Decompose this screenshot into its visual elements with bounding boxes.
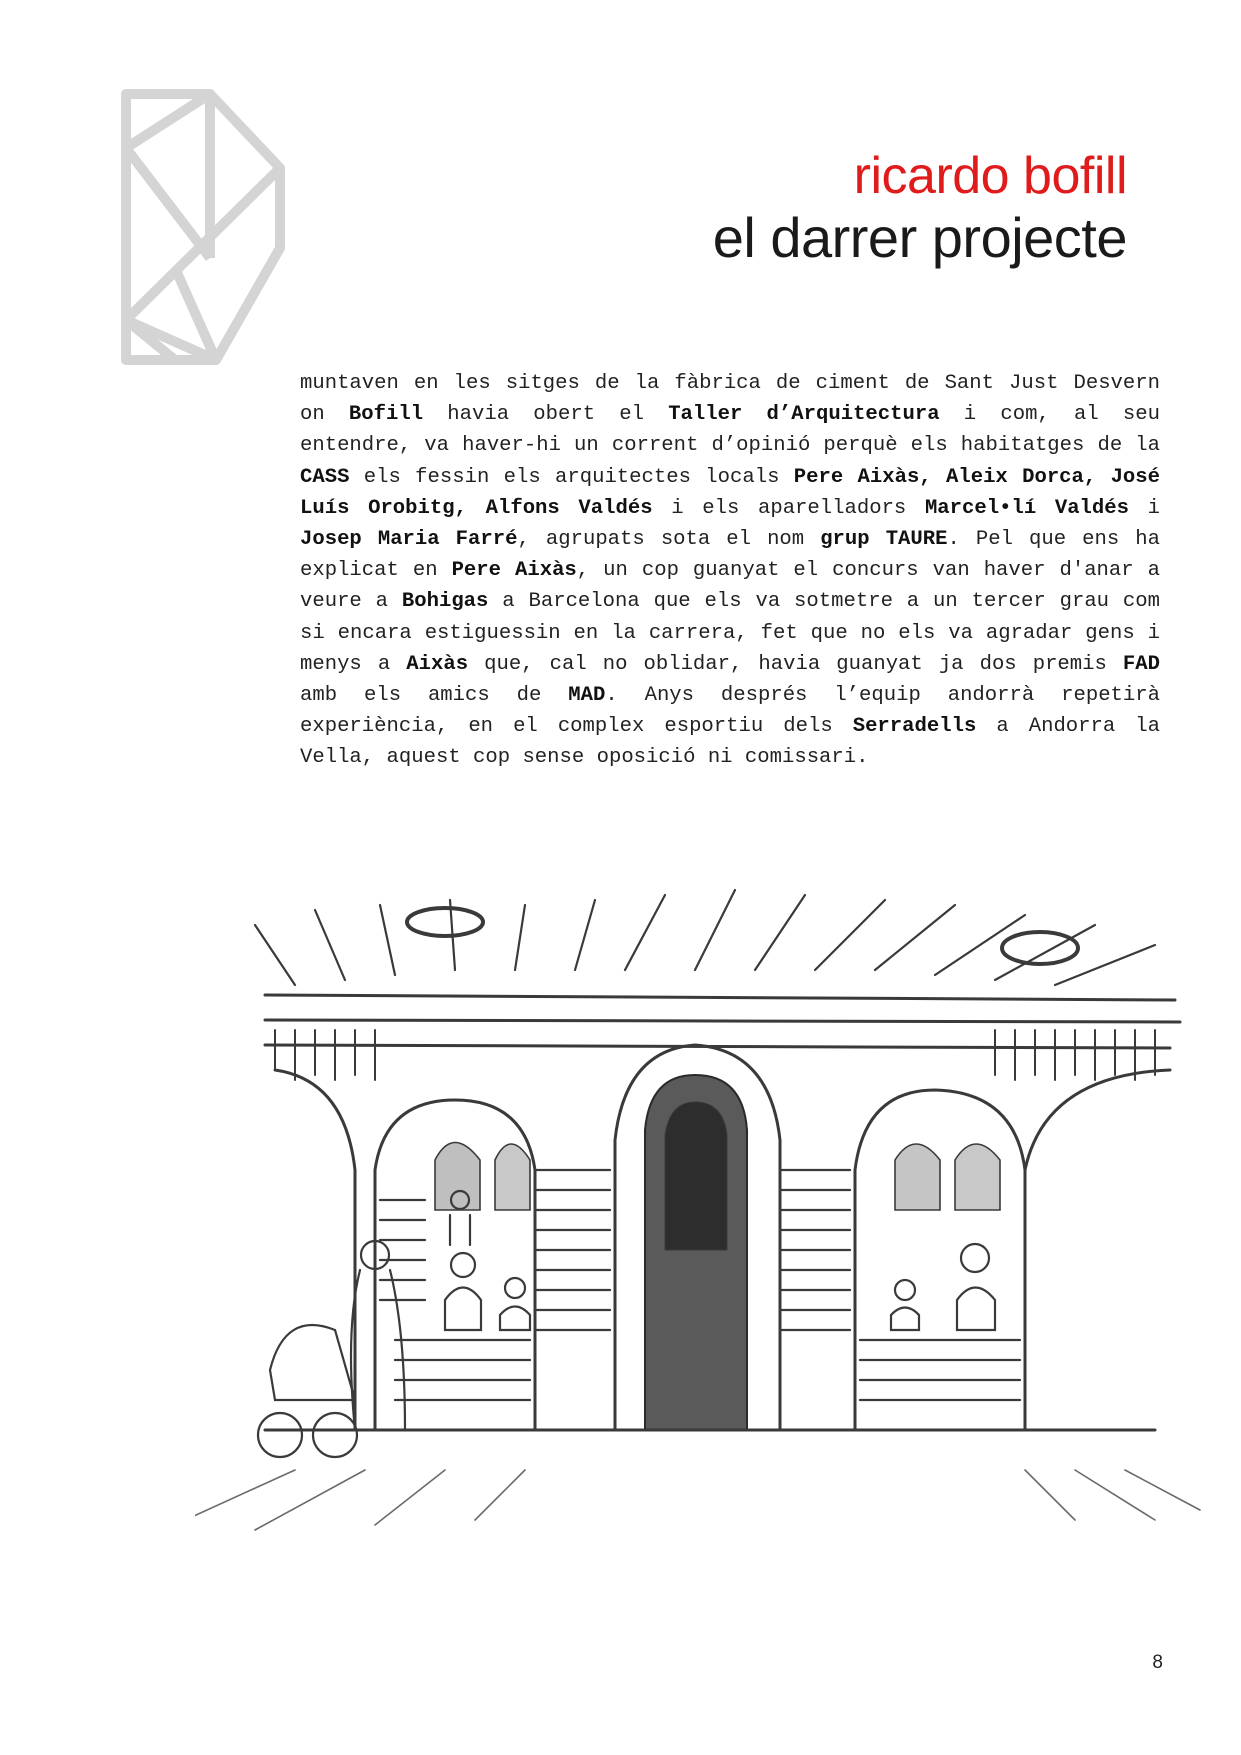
- bold-name: CASS: [300, 465, 350, 489]
- text-run: que, cal no oblidar, havia guanyat ja dos premis: [468, 652, 1123, 676]
- text-run: , un cop guanyat el concurs van haver d'anar a veure a: [300, 559, 1160, 614]
- text-run: havia obert el: [423, 403, 669, 427]
- bold-name: FAD: [1122, 652, 1160, 676]
- bold-name: Aixàs: [406, 652, 469, 676]
- text-run: els fessin els arquitectes locals: [349, 465, 794, 489]
- bold-name: Marcel•lí Valdés: [924, 496, 1129, 520]
- bold-name: grup TAURE: [820, 528, 948, 552]
- text-run: i com, al seu entendre, va haver-hi un corrent d’opinió perquè els habitatges de la: [300, 403, 1160, 458]
- body-paragraph: [300, 368, 1160, 774]
- bold-name: Bofill: [348, 403, 424, 427]
- text-run: a Andorra la Vella, aquest cop sense oposició ni comissari.: [300, 715, 1160, 770]
- geometric-b-logo-icon: [120, 88, 315, 366]
- illustration: [195, 870, 1205, 1560]
- text-run: a Barcelona que els va sotmetre a un tercer grau com si encara estiguessin en la carrera, fet que no els va agradar gens i menys a: [300, 590, 1160, 676]
- text-run: amb els amics de: [300, 684, 569, 708]
- page-title: ricardo bofill: [853, 147, 1127, 205]
- text-run: i: [1128, 496, 1160, 520]
- bold-name: Josep Maria Farré: [300, 528, 518, 552]
- arcade-interior-sketch-icon: [195, 870, 1205, 1560]
- page-number: 8: [1152, 1652, 1163, 1673]
- page-subtitle: el darrer projecte: [712, 206, 1127, 269]
- bold-name: Pere Aixàs: [451, 559, 577, 583]
- bold-name: MAD: [568, 684, 606, 708]
- text-run: , agrupats sota el nom: [517, 528, 821, 552]
- bold-name: Taller d’Arquitectura: [668, 403, 940, 427]
- title-block: [713, 146, 1127, 270]
- text-run: muntaven en les sitges de la fàbrica de ciment de Sant Just Desvern on: [300, 372, 1160, 427]
- text-run: . Pel que ens ha explicat en: [300, 528, 1160, 583]
- bold-name: Serradells: [852, 715, 977, 739]
- text-run: i els aparelladors: [652, 496, 925, 520]
- logo: [120, 88, 315, 366]
- bold-name: Pere Aixàs, Aleix Dorca, José Luís Orobitg, Alfons Valdés: [300, 465, 1161, 520]
- text-run: . Anys després l’equip andorrà repetirà experiència, en el complex esportiu dels: [300, 684, 1160, 739]
- bold-name: Bohigas: [401, 590, 489, 614]
